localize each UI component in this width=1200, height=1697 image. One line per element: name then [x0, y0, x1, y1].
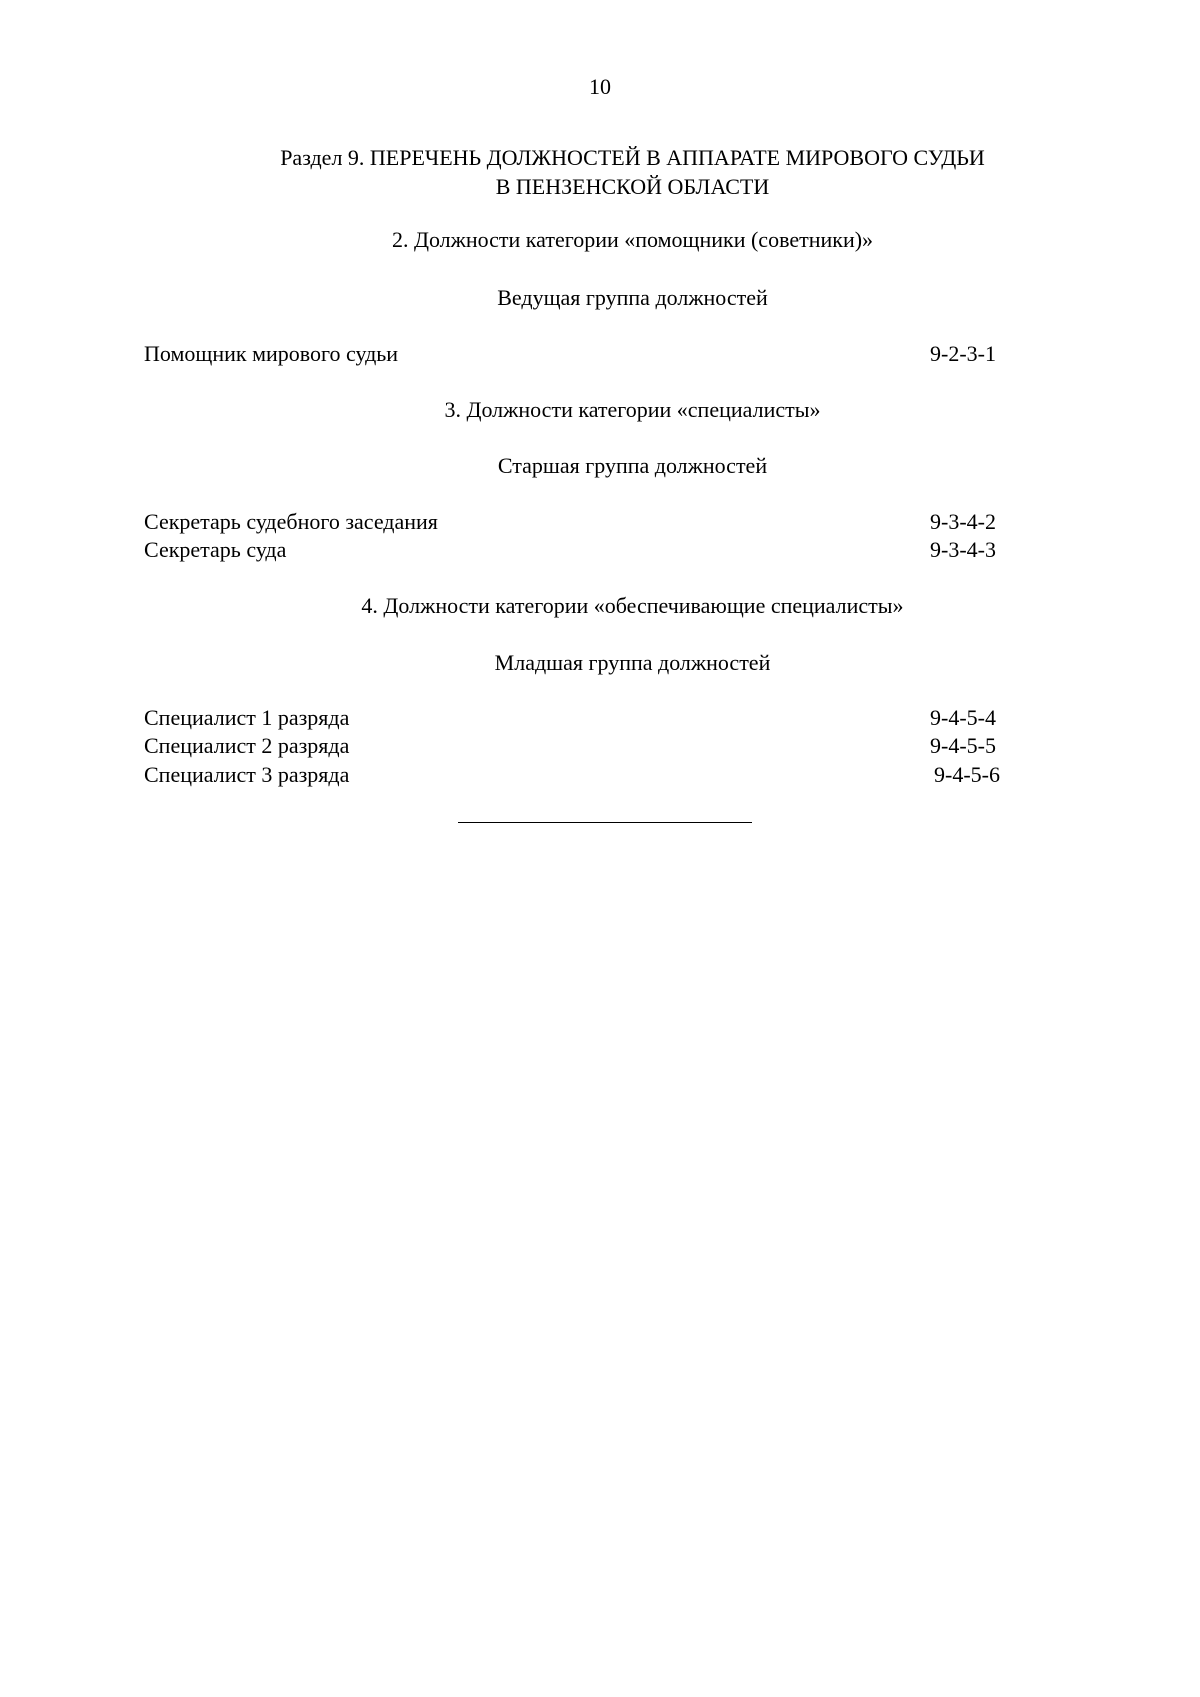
- position-row: [144, 761, 1000, 789]
- position-name: Секретарь суда: [144, 537, 287, 562]
- position-code: 9-3-4-3: [930, 537, 996, 562]
- end-of-section-rule: [458, 822, 752, 823]
- category-heading-specialists: 3. Должности категории «специалисты»: [444, 397, 821, 422]
- section-title-line-2: В ПЕНЗЕНСКОЙ ОБЛАСТИ: [495, 174, 770, 199]
- group-heading-senior: Старшая группа должностей: [497, 453, 768, 478]
- category-heading-assistants: 2. Должности категории «помощники (советники)»: [391, 227, 874, 252]
- position-code: 9-4-5-5: [930, 733, 996, 758]
- group-heading-leading: Ведущая группа должностей: [497, 285, 768, 310]
- position-name: Помощник мирового судьи: [144, 341, 399, 366]
- category-heading-support-specialists: 4. Должности категории «обеспечивающие специалисты»: [361, 593, 904, 618]
- position-row: [144, 536, 996, 564]
- section-title: [0, 143, 1200, 201]
- position-name: Секретарь судебного заседания: [144, 509, 438, 534]
- position-code: 9-3-4-2: [930, 509, 996, 534]
- section-title-line-1: Раздел 9. ПЕРЕЧЕНЬ ДОЛЖНОСТЕЙ В АППАРАТЕ МИРОВОГО СУДЬИ: [280, 145, 985, 170]
- position-code: 9-2-3-1: [930, 341, 996, 366]
- position-name: Специалист 3 разряда: [144, 762, 350, 787]
- position-name: Специалист 2 разряда: [144, 733, 350, 758]
- position-code: 9-4-5-4: [930, 705, 996, 730]
- position-code: 9-4-5-6: [934, 762, 1000, 787]
- page-number: 10: [589, 74, 611, 99]
- position-row: [144, 732, 996, 760]
- position-row: [144, 704, 996, 732]
- position-row: [144, 340, 996, 368]
- position-row: [144, 508, 996, 536]
- group-heading-junior: Младшая группа должностей: [494, 650, 771, 675]
- position-name: Специалист 1 разряда: [144, 705, 350, 730]
